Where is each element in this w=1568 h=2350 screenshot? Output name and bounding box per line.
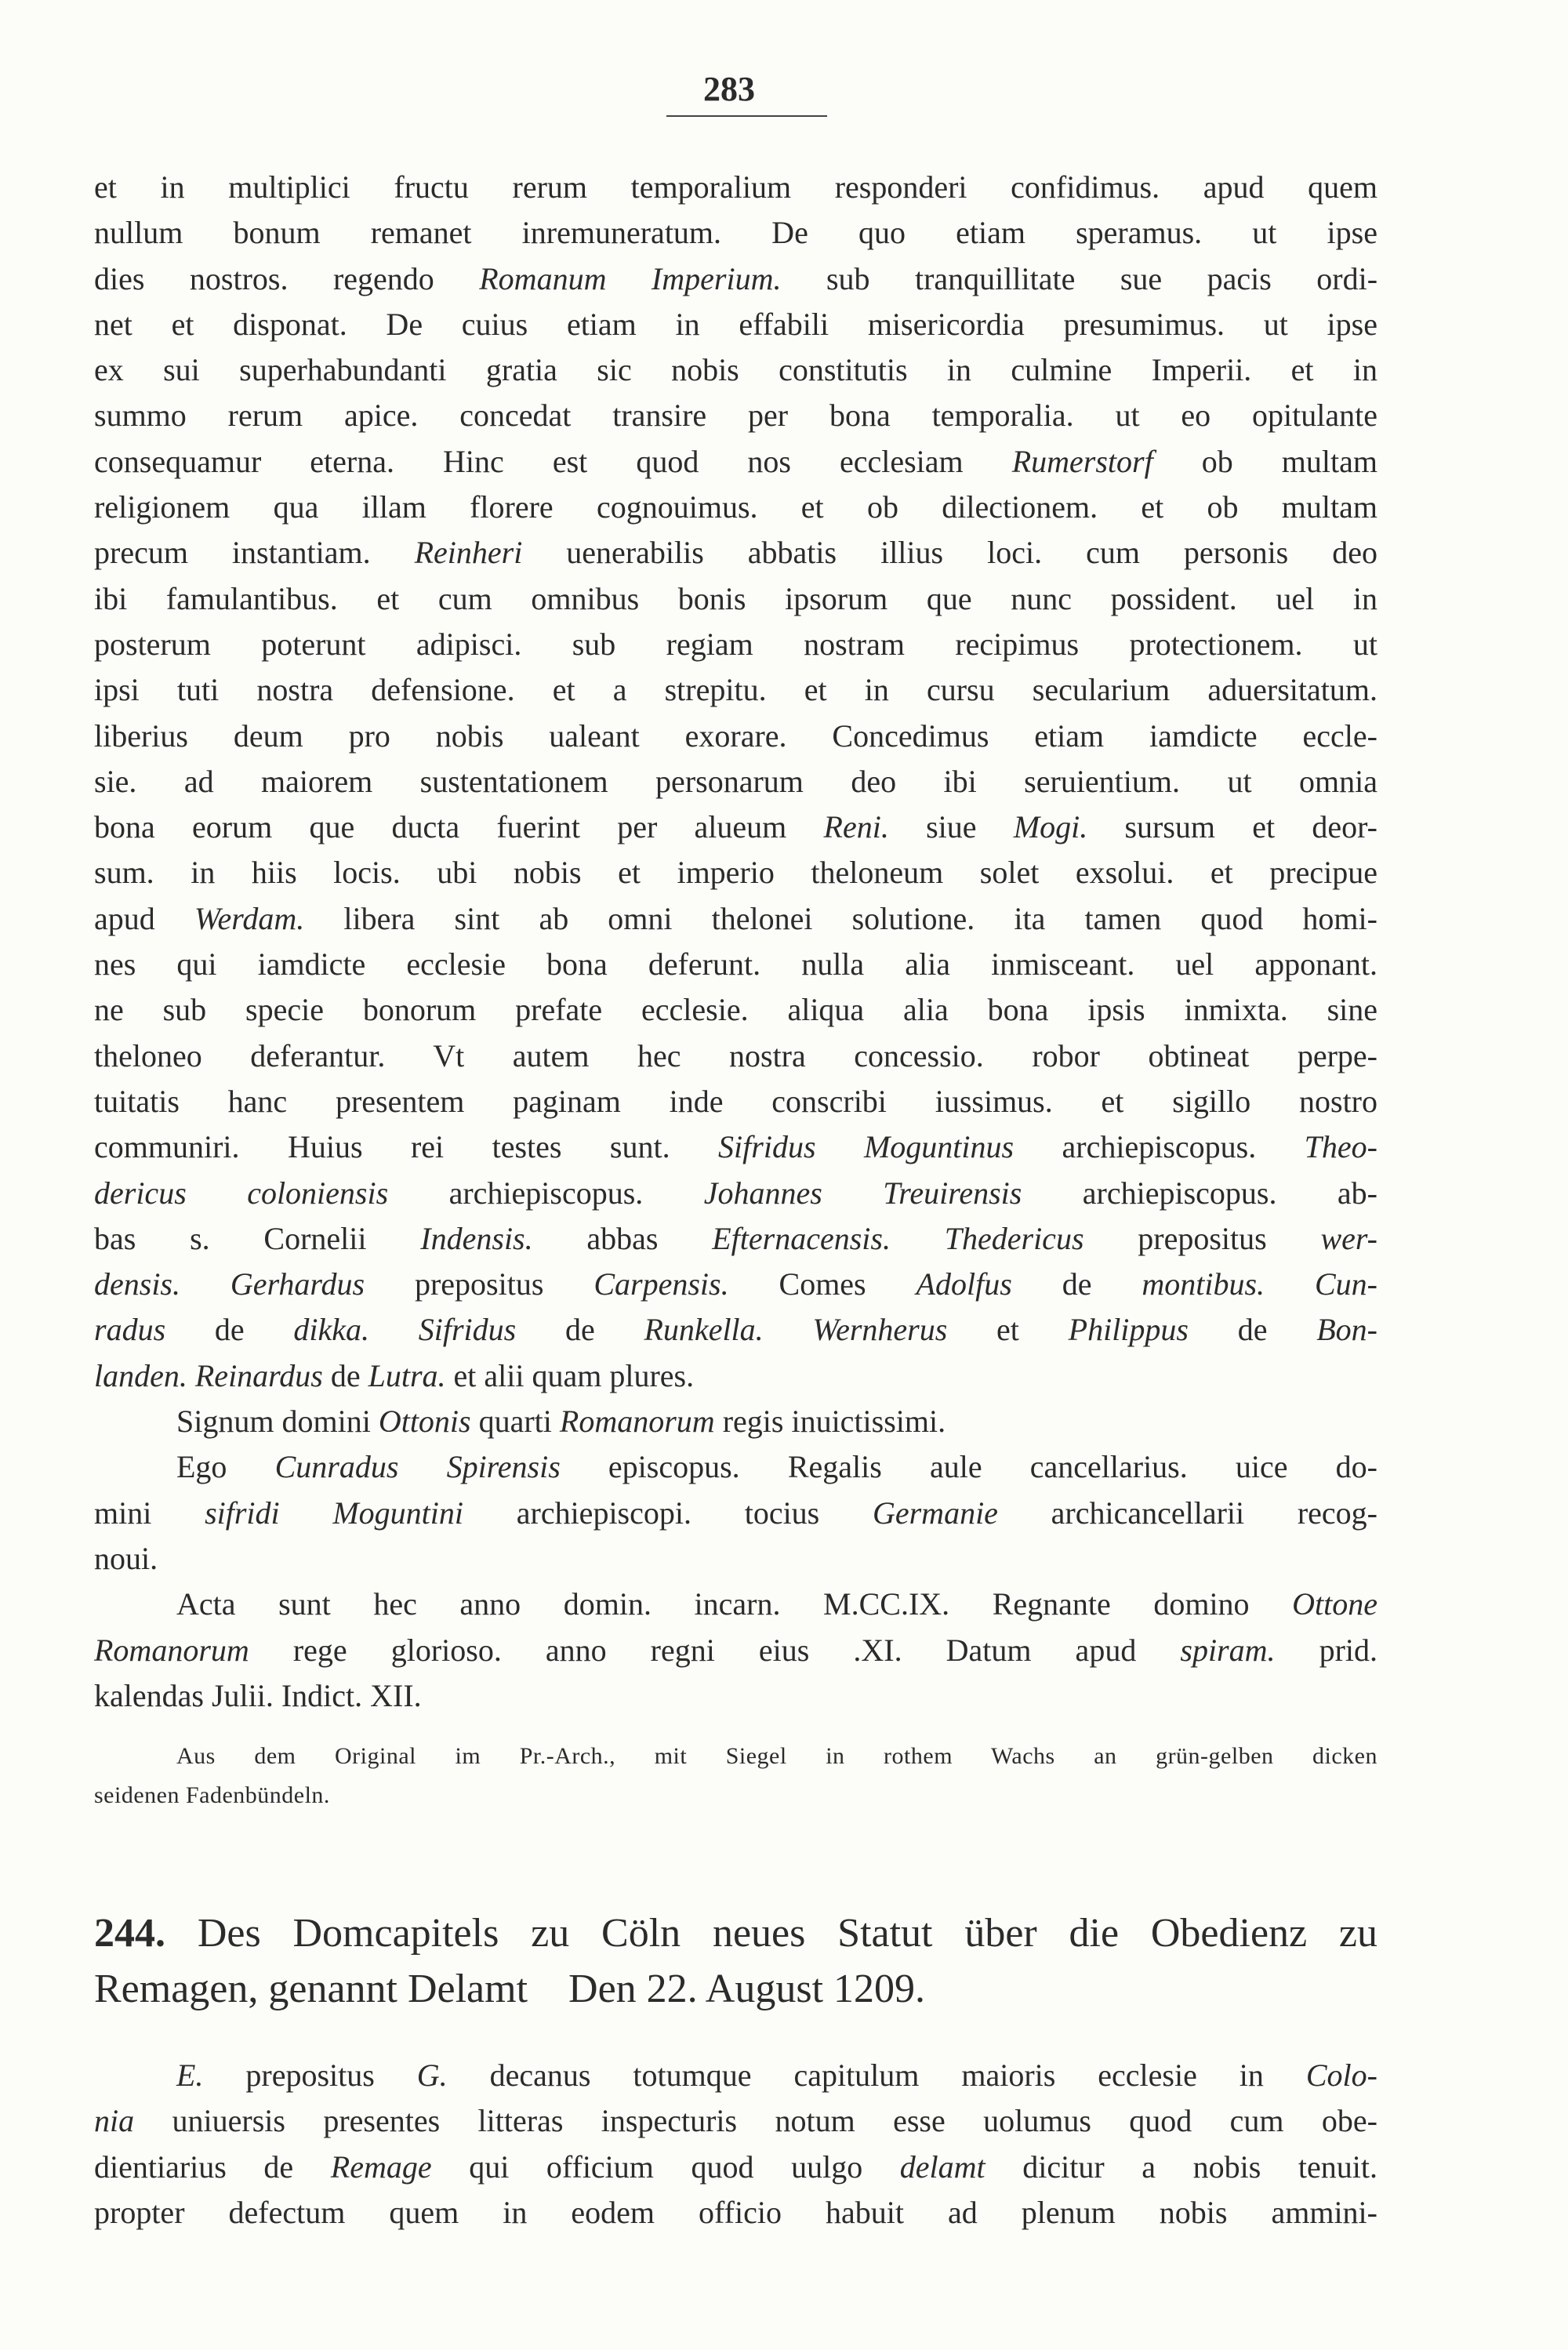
text-segment: mini bbox=[94, 1495, 205, 1531]
text-line bbox=[94, 1353, 1377, 1399]
text-line bbox=[94, 2145, 1377, 2190]
text-line bbox=[94, 347, 1377, 393]
heading-title: Des Domcapitels zu Cöln neues Statut über die Obedienz zu bbox=[197, 1911, 1377, 1956]
italic-name: Gerhardus bbox=[230, 1266, 365, 1302]
text-segment: communiri. Huius rei testes sunt. bbox=[94, 1129, 719, 1165]
text-segment: dies nostros. regendo bbox=[94, 260, 480, 296]
italic-name: Sifridus Moguntinus bbox=[718, 1129, 1014, 1165]
italic-name: Sifridus bbox=[418, 1312, 517, 1348]
text-segment: ne sub specie bonorum prefate ecclesie. aliqua alia bona ipsis inmixta. sine bbox=[94, 992, 1377, 1028]
heading-line-2: Remagen, genannt Delamt Den 22. August 1209. bbox=[94, 1967, 926, 2011]
italic-name: Carpensis. bbox=[593, 1266, 729, 1302]
text-segment: consequamur eterna. Hinc est quod nos ecclesiam bbox=[94, 443, 1012, 479]
text-line bbox=[94, 667, 1377, 713]
text-segment: theloneo deferantur. Vt autem hec nostra concessio. robor obtineat perpe- bbox=[94, 1037, 1377, 1073]
italic-name: Romanum Imperium. bbox=[479, 260, 782, 296]
text-line bbox=[94, 530, 1377, 576]
italic-name: Johannes Treuirensis bbox=[703, 1175, 1022, 1211]
text-line bbox=[94, 2098, 1377, 2144]
text-segment bbox=[369, 1312, 419, 1347]
italic-name: Ottone bbox=[1292, 1586, 1377, 1622]
text-segment: bona eorum que ducta fuerint per alueum bbox=[94, 809, 824, 845]
page-number: 283 bbox=[703, 70, 755, 108]
text-segment: apud bbox=[94, 900, 194, 936]
text-line bbox=[94, 393, 1377, 438]
text-line bbox=[94, 1673, 1377, 1719]
text-segment: archiepiscopus. bbox=[1014, 1129, 1305, 1165]
text-line bbox=[94, 850, 1377, 895]
italic-name: dikka. bbox=[293, 1312, 370, 1348]
text-segment: tuitatis hanc presentem paginam inde conscribi iussimus. et sigillo nostro bbox=[94, 1083, 1377, 1119]
text-segment: uniuersis presentes litteras inspecturis notum esse uolumus quod cum obe- bbox=[134, 2103, 1377, 2139]
text-line bbox=[94, 210, 1377, 256]
source-footnote bbox=[94, 1737, 1377, 1815]
italic-name: G. bbox=[416, 2058, 448, 2093]
text-segment: dicitur a nobis tenuit. bbox=[985, 2148, 1377, 2185]
text-line bbox=[94, 165, 1377, 210]
document-number: 244. bbox=[94, 1911, 165, 1956]
text-segment: Acta sunt hec anno domin. incarn. M.CC.IX. Regnante domino bbox=[176, 1586, 1293, 1622]
text-segment: summo rerum apice. concedat transire per bona temporalia. ut eo opitulante bbox=[94, 398, 1377, 434]
text-segment: bas s. Cornelii bbox=[94, 1220, 421, 1256]
text-line bbox=[94, 2053, 1377, 2098]
text-segment: archiepiscopus. bbox=[388, 1175, 704, 1211]
italic-name: Lutra. bbox=[368, 1357, 446, 1393]
italic-name: E. bbox=[176, 2058, 204, 2093]
text-segment: Comes bbox=[728, 1266, 916, 1302]
text-segment: ob multam bbox=[1152, 443, 1377, 479]
text-line bbox=[94, 1399, 1377, 1444]
italic-name: Romanorum bbox=[94, 1632, 249, 1668]
italic-name: Germanie bbox=[872, 1495, 998, 1531]
text-line bbox=[94, 1033, 1377, 1079]
italic-name: dericus coloniensis bbox=[94, 1175, 389, 1211]
italic-name: Efternacensis. bbox=[712, 1220, 891, 1256]
text-line bbox=[94, 1444, 1377, 1490]
text-segment: quarti bbox=[470, 1404, 560, 1440]
text-segment: et in multiplici fructu rerum temporalium responderi confidimus. apud quem bbox=[94, 169, 1377, 205]
text-segment: abbas bbox=[532, 1220, 713, 1256]
text-segment: sursum et deor- bbox=[1087, 809, 1377, 845]
text-segment: Ego bbox=[176, 1449, 275, 1485]
italic-name: Runkella. bbox=[644, 1312, 764, 1348]
text-line bbox=[94, 1171, 1377, 1216]
text-segment: ibi famulantibus. et cum omnibus bonis ipsorum que nunc possident. uel in bbox=[94, 580, 1377, 616]
text-segment: dientiarius de bbox=[94, 2148, 331, 2185]
text-line bbox=[94, 1307, 1377, 1353]
text-segment: net et disponat. De cuius etiam in effabili misericordia presumimus. ut ipse bbox=[94, 306, 1377, 342]
text-line bbox=[94, 2190, 1377, 2236]
text-segment: et bbox=[947, 1312, 1069, 1348]
text-segment: precum instantiam. bbox=[94, 535, 415, 571]
text-line bbox=[94, 1491, 1377, 1536]
text-segment: liberius deum pro nobis ualeant exorare. Concedimus etiam iamdicte eccle- bbox=[94, 717, 1377, 754]
text-segment: propter defectum quem in eodem officio habuit ad plenum nobis ammini- bbox=[94, 2194, 1377, 2230]
text-segment: ex sui superhabundanti gratia sic nobis constitutis in culmine Imperii. et in bbox=[94, 352, 1377, 388]
italic-name: Werdam. bbox=[194, 900, 305, 936]
text-line bbox=[94, 1124, 1377, 1170]
text-line bbox=[94, 942, 1377, 987]
text-segment: nullum bonum remanet inremuneratum. De quo etiam speramus. ut ipse bbox=[94, 215, 1377, 251]
text-line bbox=[94, 987, 1377, 1033]
text-segment bbox=[187, 1358, 195, 1393]
italic-name: Adolfus bbox=[916, 1266, 1012, 1302]
text-segment: et alii quam plures. bbox=[445, 1357, 695, 1393]
text-line bbox=[94, 1262, 1377, 1307]
text-segment: episcopus. Regalis aule cancellarius. uice do- bbox=[560, 1449, 1377, 1485]
text-segment: seidenen Fadenbündeln. bbox=[94, 1782, 330, 1808]
text-segment: nes qui iamdicte ecclesie bona deferunt. nulla alia inmisceant. uel apponant. bbox=[94, 946, 1377, 982]
text-segment: prid. bbox=[1275, 1632, 1377, 1668]
italic-name: Cun- bbox=[1314, 1266, 1377, 1302]
text-segment: de bbox=[165, 1312, 294, 1348]
text-line bbox=[94, 759, 1377, 805]
italic-name: spiram. bbox=[1180, 1632, 1276, 1668]
text-segment: noui. bbox=[94, 1540, 158, 1576]
italic-name: Rumerstorf bbox=[1011, 443, 1153, 479]
italic-name: Mogi. bbox=[1013, 809, 1088, 845]
text-segment: prepositus bbox=[203, 2058, 417, 2093]
italic-name: radus bbox=[94, 1312, 166, 1348]
text-line bbox=[94, 1079, 1377, 1124]
italic-name: montibus. bbox=[1142, 1266, 1265, 1302]
italic-name: Remage bbox=[330, 2148, 432, 2185]
italic-name: Philippus bbox=[1068, 1312, 1189, 1348]
text-line bbox=[94, 256, 1377, 302]
text-line bbox=[94, 622, 1377, 667]
text-segment: prepositus bbox=[1083, 1220, 1321, 1256]
text-segment: religionem qua illam florere cognouimus. et ob dilectionem. et ob multam bbox=[94, 489, 1377, 525]
text-segment: kalendas Julii. Indict. XII. bbox=[94, 1677, 422, 1713]
text-segment: Signum domini bbox=[176, 1404, 379, 1440]
text-line bbox=[94, 1628, 1377, 1673]
text-line bbox=[94, 439, 1377, 485]
text-line bbox=[94, 485, 1377, 530]
text-segment: regis inuictissimi. bbox=[714, 1404, 946, 1440]
text-segment bbox=[764, 1312, 813, 1347]
charter-text bbox=[94, 165, 1377, 1719]
text-line bbox=[94, 896, 1377, 942]
italic-name: Reni. bbox=[823, 809, 889, 845]
text-segment: de bbox=[1011, 1266, 1142, 1302]
text-line bbox=[94, 302, 1377, 347]
text-segment: de bbox=[516, 1312, 644, 1348]
text-segment: sie. ad maiorem sustentationem personarum deo ibi seruientium. ut omnia bbox=[94, 763, 1377, 799]
text-segment: uenerabilis abbatis illius loci. cum personis deo bbox=[522, 535, 1377, 571]
text-segment: posterum poterunt adipisci. sub regiam nostram recipimus protectionem. ut bbox=[94, 626, 1377, 662]
italic-name: nia bbox=[94, 2103, 135, 2139]
text-segment: libera sint ab omni thelonei solutione. ita tamen quod homi- bbox=[304, 900, 1377, 936]
italic-name: Cunradus Spirensis bbox=[274, 1449, 561, 1485]
text-segment: sub tranquillitate sue pacis ordi- bbox=[781, 260, 1377, 296]
heading-line-1 bbox=[94, 1905, 1377, 1961]
text-line bbox=[94, 1536, 1377, 1582]
italic-name: Indensis. bbox=[420, 1220, 533, 1256]
italic-name: Ottonis bbox=[378, 1404, 471, 1440]
text-line bbox=[94, 714, 1377, 759]
header-rule bbox=[666, 115, 827, 117]
italic-name: wer- bbox=[1320, 1220, 1377, 1256]
text-segment: qui officium quod uulgo bbox=[431, 2148, 900, 2185]
text-segment: de bbox=[1188, 1312, 1317, 1348]
text-segment: de bbox=[322, 1357, 368, 1393]
text-segment: rege glorioso. anno regni eius .XI. Datum apud bbox=[249, 1632, 1181, 1668]
italic-name: Theo- bbox=[1304, 1129, 1377, 1165]
italic-name: Bon- bbox=[1316, 1312, 1377, 1348]
text-segment: ipsi tuti nostra defensione. et a strepitu. et in cursu secularium aduersitatum. bbox=[94, 672, 1377, 708]
text-segment: Aus dem Original im Pr.-Arch., mit Siegel in rothem Wachs an grün-gelben dicken bbox=[176, 1743, 1377, 1769]
italic-name: densis. bbox=[94, 1266, 180, 1302]
text-segment: archiepiscopus. ab- bbox=[1022, 1175, 1377, 1211]
italic-name: Reinardus bbox=[194, 1357, 323, 1393]
italic-name: Thedericus bbox=[944, 1220, 1084, 1256]
text-segment bbox=[891, 1221, 945, 1256]
text-segment: archiepiscopi. tocius bbox=[463, 1495, 873, 1531]
italic-name: Colo- bbox=[1305, 2058, 1377, 2093]
italic-name: Romanorum bbox=[559, 1404, 715, 1440]
italic-name: Wernherus bbox=[812, 1312, 948, 1348]
text-line bbox=[94, 1216, 1377, 1262]
text-segment bbox=[1265, 1266, 1315, 1302]
statute-text bbox=[94, 2053, 1377, 2236]
text-line bbox=[94, 1776, 1377, 1815]
text-segment: prepositus bbox=[365, 1266, 594, 1302]
text-segment: archicancellarii recog- bbox=[997, 1495, 1377, 1531]
text-line bbox=[94, 805, 1377, 850]
text-segment: siue bbox=[888, 809, 1014, 845]
italic-name: landen. bbox=[94, 1357, 187, 1393]
italic-name: Reinheri bbox=[414, 535, 523, 571]
document-heading bbox=[94, 1905, 1377, 2017]
text-line bbox=[94, 1737, 1377, 1776]
text-segment: decanus totumque capitulum maioris ecclesie in bbox=[447, 2058, 1306, 2093]
text-line bbox=[94, 576, 1377, 622]
text-segment: sum. in hiis locis. ubi nobis et imperio theloneum solet exsolui. et precipue bbox=[94, 855, 1377, 891]
italic-name: sifridi Moguntini bbox=[205, 1495, 464, 1531]
text-line bbox=[94, 1582, 1377, 1627]
text-segment bbox=[180, 1266, 230, 1302]
italic-name: delamt bbox=[899, 2148, 985, 2185]
